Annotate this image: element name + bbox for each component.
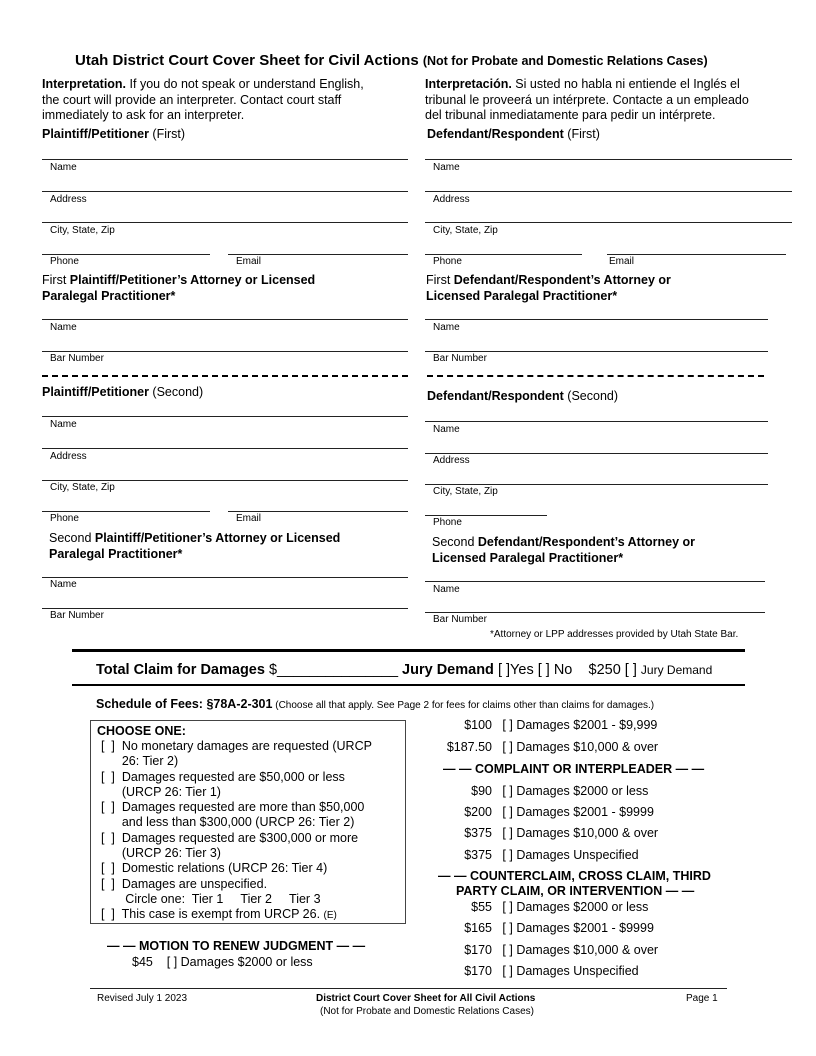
total-claim-label: Total Claim for Damages xyxy=(96,662,265,678)
fee-row[interactable] xyxy=(430,900,648,914)
choose-option-line[interactable]: [ ] Damages are unspecified. xyxy=(101,876,268,891)
page-title xyxy=(75,52,708,69)
field-label: Address xyxy=(433,455,470,466)
plaintiff1-attorney-name-field[interactable] xyxy=(42,319,408,320)
fee-row[interactable] xyxy=(430,784,648,798)
defendant2-phone-field[interactable] xyxy=(425,515,547,516)
defendant2-attorney-heading xyxy=(432,534,695,566)
field-label: Name xyxy=(433,322,460,333)
defendant1-attorney-name-field[interactable] xyxy=(425,319,768,320)
fee-amount: $100 xyxy=(464,718,492,732)
defendant1-attorney-heading xyxy=(426,272,671,304)
divider xyxy=(72,649,745,652)
fee-section-heading: — — COMPLAINT OR INTERPLEADER — — xyxy=(443,762,705,776)
choose-one-title: CHOOSE ONE: xyxy=(97,724,186,738)
plaintiff2-attorney-heading xyxy=(49,530,340,562)
fee-section-heading: — — COUNTERCLAIM, CROSS CLAIM, THIRD xyxy=(438,869,711,883)
field-label: Phone xyxy=(50,513,79,524)
plaintiff1-name-field[interactable] xyxy=(42,159,408,160)
defendant2-address-field[interactable] xyxy=(425,453,768,454)
choose-option-line[interactable]: [ ] Damages requested are more than $50,000 xyxy=(101,800,365,815)
fee-amount: $90 xyxy=(471,784,492,798)
defendant2-bar-number-field[interactable] xyxy=(425,612,765,613)
field-label: City, State, Zip xyxy=(433,486,498,497)
interp-es-l1: Si usted no habla ni entiende el Inglés el xyxy=(511,77,740,91)
field-label: Address xyxy=(50,194,87,205)
total-claim-field[interactable]: $_______________ xyxy=(264,662,399,678)
l1: Plaintiff/Petitioner’s Attorney or Licensed xyxy=(94,531,341,545)
l1: Plaintiff/Petitioner’s Attorney or Licensed xyxy=(69,273,316,287)
choose-option-line[interactable]: [ ] Damages requested are $50,000 or less xyxy=(101,769,345,784)
interp-en-l1: If you do not speak or understand English, xyxy=(126,77,364,91)
fee-amount: $45 xyxy=(132,955,153,969)
h-bold: Defendant/Respondent xyxy=(427,389,564,403)
choose-one-list xyxy=(101,739,372,924)
field-label: City, State, Zip xyxy=(50,482,115,493)
choose-option-line: and less than $300,000 (URCP 26: Tier 2) xyxy=(101,815,355,830)
choose-option-line: (URCP 26: Tier 3) xyxy=(101,846,221,861)
plaintiff2-phone-field[interactable] xyxy=(42,511,210,512)
fee-item[interactable]: [ ] Damages $10,000 & over xyxy=(502,740,659,754)
fee-row[interactable] xyxy=(430,740,658,754)
defendant1-email-field[interactable] xyxy=(607,254,786,255)
fee-row[interactable] xyxy=(430,718,657,732)
attorney-note: *Attorney or LPP addresses provided by Utah State Bar. xyxy=(490,629,739,640)
field-label: Bar Number xyxy=(433,614,487,625)
field-label: Phone xyxy=(433,517,462,528)
title-sub: (Not for Probate and Domestic Relations Cases) xyxy=(422,54,708,68)
choose-option-line: Circle one: Tier 1 Tier 2 Tier 3 xyxy=(101,891,321,906)
fee-amount: $187.50 xyxy=(446,740,492,754)
l2: Paralegal Practitioner* xyxy=(49,547,183,561)
footer-subtitle: (Not for Probate and Domestic Relations Cases) xyxy=(320,1006,534,1017)
plaintiff1-phone-field[interactable] xyxy=(42,254,210,255)
schedule-note: (Choose all that apply. See Page 2 for fees for claims other than claims for damages.) xyxy=(272,700,655,711)
plaintiff2-bar-number-field[interactable] xyxy=(42,608,408,609)
footer-divider xyxy=(90,988,727,989)
fee-item[interactable]: [ ] Damages $2000 or less xyxy=(502,784,649,798)
fee-row[interactable] xyxy=(430,921,654,935)
jury-fee-label: Jury Demand xyxy=(640,663,713,677)
fee-item[interactable]: [ ] Damages Unspecified xyxy=(502,964,639,978)
divider xyxy=(72,684,745,686)
field-label: Bar Number xyxy=(50,353,104,364)
h-rest: (First) xyxy=(563,127,600,141)
plaintiff2-city-field[interactable] xyxy=(42,480,408,481)
fee-item[interactable]: [ ] Damages $10,000 & over xyxy=(502,826,659,840)
plaintiff1-bar-number-field[interactable] xyxy=(42,351,408,352)
fee-amount: $170 xyxy=(464,943,492,957)
choose-option-line[interactable]: [ ] No monetary damages are requested (URCP xyxy=(101,739,372,753)
interp-es-l2: tribunal le proveerá un intérprete. Contacte a un empleado xyxy=(425,92,749,107)
h-rest: (Second) xyxy=(148,385,204,399)
plaintiff1-email-field[interactable] xyxy=(228,254,408,255)
exempt-code: (E) xyxy=(323,910,337,922)
option-text: [ ] This case is exempt from URCP 26. xyxy=(101,907,321,922)
claim-row xyxy=(96,662,712,678)
defendant-second-heading xyxy=(427,389,618,403)
fee-amount: $170 xyxy=(464,964,492,978)
motion-heading: — — MOTION TO RENEW JUDGMENT — — xyxy=(107,939,366,953)
fee-row[interactable] xyxy=(430,943,658,957)
h-rest: (First) xyxy=(148,127,186,141)
fee-item[interactable]: [ ] Damages $2000 or less xyxy=(502,900,649,914)
divider xyxy=(427,375,764,377)
field-label: Email xyxy=(236,513,262,524)
jury-fee-checkbox[interactable]: $250 [ ] xyxy=(588,662,641,678)
field-label: Name xyxy=(50,579,77,590)
field-label: City, State, Zip xyxy=(433,225,498,236)
fee-amount: $165 xyxy=(464,921,492,935)
defendant2-attorney-name-field[interactable] xyxy=(425,581,765,582)
plaintiff2-address-field[interactable] xyxy=(42,448,408,449)
schedule-bold: Schedule of Fees: §78A-2-301 xyxy=(96,697,273,711)
defendant1-address-field[interactable] xyxy=(425,191,792,192)
plaintiff2-name-field[interactable] xyxy=(42,416,408,417)
field-label: Name xyxy=(433,584,460,595)
field-label: Name xyxy=(50,322,77,333)
field-label: Email xyxy=(609,256,635,267)
plaintiff1-city-field[interactable] xyxy=(42,222,408,223)
choose-option-line: 26: Tier 2) xyxy=(101,754,179,769)
fee-item[interactable]: [ ] Damages $2001 - $9999 xyxy=(502,921,654,935)
defendant2-city-field[interactable] xyxy=(425,484,768,485)
choose-option-line: (URCP 26: Tier 1) xyxy=(101,784,221,799)
motion-fee-row[interactable] xyxy=(132,955,313,969)
fee-item[interactable]: [ ] Damages $2001 - $9999 xyxy=(502,805,654,819)
l2: Paralegal Practitioner* xyxy=(42,289,176,303)
plaintiff2-attorney-name-field[interactable] xyxy=(42,577,408,578)
defendant2-name-field[interactable] xyxy=(425,421,768,422)
fee-amount: $200 xyxy=(464,805,492,819)
l2: Licensed Paralegal Practitioner* xyxy=(426,289,618,303)
jury-demand-label: Jury Demand xyxy=(402,662,494,678)
field-label: Address xyxy=(50,451,87,462)
l1: Defendant/Respondent’s Attorney or xyxy=(477,535,696,549)
defendant1-bar-number-field[interactable] xyxy=(425,351,768,352)
schedule-heading xyxy=(96,697,654,711)
divider xyxy=(42,375,408,377)
pre: First xyxy=(42,273,70,287)
choose-option-line[interactable]: [ ] Domestic relations (URCP 26: Tier 4) xyxy=(101,861,328,876)
fee-row[interactable] xyxy=(430,964,639,978)
field-label: Phone xyxy=(433,256,462,267)
interp-es-bold: Interpretación. xyxy=(425,77,512,91)
defendant1-city-field[interactable] xyxy=(425,222,792,223)
fee-item[interactable]: [ ] Damages $2000 or less xyxy=(166,955,313,969)
defendant1-name-field[interactable] xyxy=(425,159,792,160)
footer-title: District Court Cover Sheet for All Civil Actions xyxy=(316,993,536,1004)
defendant-first-heading xyxy=(427,127,600,141)
fee-item[interactable]: [ ] Damages $2001 - $9,999 xyxy=(502,718,658,732)
interp-en-bold: Interpretation. xyxy=(42,77,127,91)
fee-amount: $375 xyxy=(464,848,492,862)
field-label: Name xyxy=(50,419,77,430)
plaintiff1-address-field[interactable] xyxy=(42,191,408,192)
pre: Second xyxy=(49,531,95,545)
fee-row[interactable] xyxy=(430,805,654,819)
field-label: Phone xyxy=(50,256,79,267)
interp-es-l3: del tribunal inmediatamente para pedir un intérprete. xyxy=(425,108,716,122)
fee-amount: $55 xyxy=(471,900,492,914)
plaintiff2-email-field[interactable] xyxy=(228,511,408,512)
pre: First xyxy=(426,273,454,287)
interp-en-l3: immediately to ask for an interpreter. xyxy=(42,108,245,122)
field-label: Bar Number xyxy=(433,353,487,364)
title-main: Utah District Court Cover Sheet for Civil Actions xyxy=(75,52,419,69)
fee-row[interactable] xyxy=(430,826,658,840)
jury-demand-checkboxes[interactable]: [ ]Yes [ ] No xyxy=(493,662,573,678)
h-bold: Plaintiff/Petitioner xyxy=(42,127,149,141)
fee-item[interactable]: [ ] Damages $10,000 & over xyxy=(502,943,659,957)
footer-page: Page 1 xyxy=(686,993,718,1004)
field-label: Name xyxy=(50,162,77,173)
plaintiff-first-heading xyxy=(42,127,185,141)
plaintiff1-attorney-heading xyxy=(42,272,315,304)
fee-item[interactable]: [ ] Damages Unspecified xyxy=(502,848,639,862)
interp-en-l2: the court will provide an interpreter. Contact court staff xyxy=(42,92,342,107)
field-label: Bar Number xyxy=(50,610,104,621)
choose-option-line[interactable]: [ ] Damages requested are $300,000 or more xyxy=(101,830,359,845)
h-bold: Defendant/Respondent xyxy=(427,127,564,141)
fee-section-heading: PARTY CLAIM, OR INTERVENTION — — xyxy=(456,884,695,898)
h-rest: (Second) xyxy=(563,389,619,403)
pre: Second xyxy=(432,535,478,549)
field-label: Email xyxy=(236,256,262,267)
interpretation-spanish xyxy=(425,77,749,124)
choose-option-line[interactable] xyxy=(101,907,372,923)
field-label: City, State, Zip xyxy=(50,225,115,236)
plaintiff-second-heading xyxy=(42,385,203,399)
fee-row[interactable] xyxy=(430,848,639,862)
field-label: Address xyxy=(433,194,470,205)
interpretation-english xyxy=(42,77,364,124)
footer-revised: Revised July 1 2023 xyxy=(97,993,188,1004)
field-label: Name xyxy=(433,424,460,435)
h-bold: Plaintiff/Petitioner xyxy=(42,385,149,399)
fee-amount: $375 xyxy=(464,826,492,840)
defendant1-phone-field[interactable] xyxy=(425,254,582,255)
l2: Licensed Paralegal Practitioner* xyxy=(432,551,624,565)
field-label: Name xyxy=(433,162,460,173)
l1: Defendant/Respondent’s Attorney or xyxy=(453,273,671,287)
